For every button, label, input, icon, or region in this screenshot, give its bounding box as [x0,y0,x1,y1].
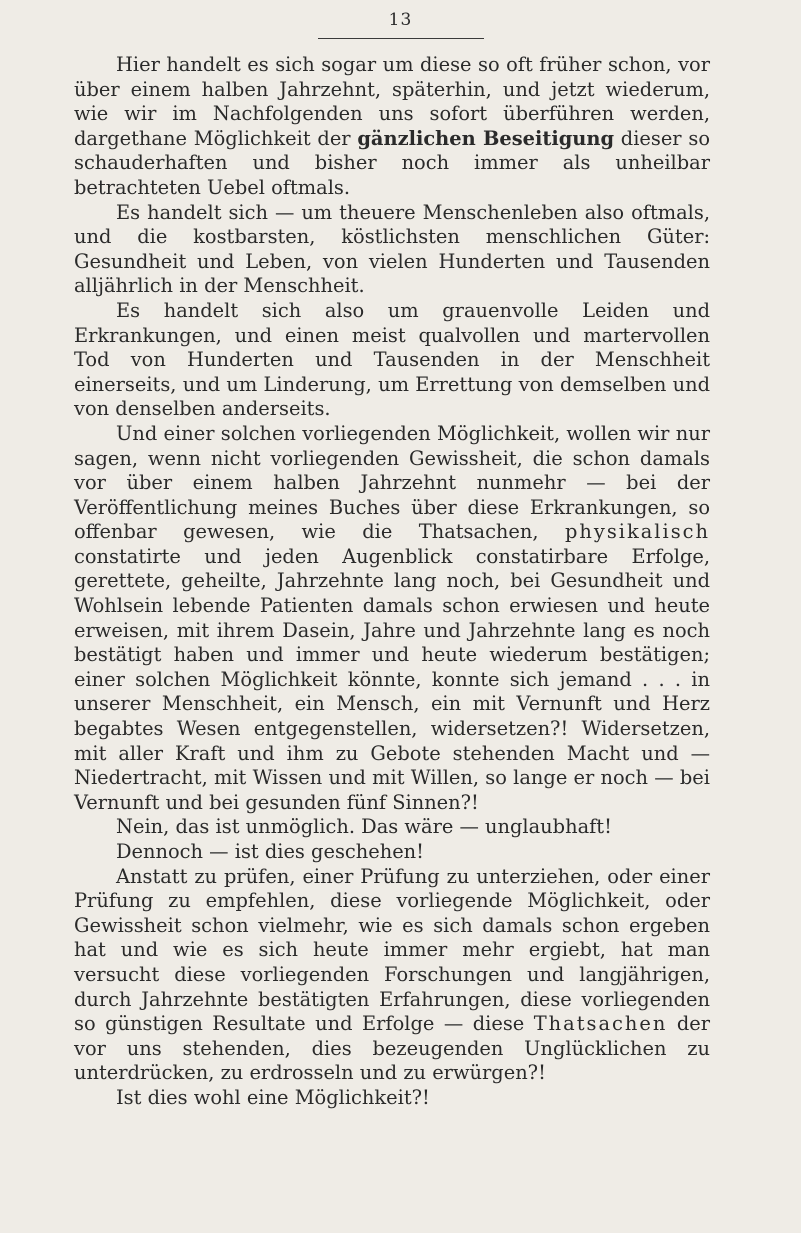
paragraph: Ist dies wohl eine Möglichkeit?! [116,1085,430,1109]
emphasis-spaced: physikalisch [564,520,710,544]
paragraph: Anstatt zu prüfen, einer Prüfung zu unterziehen, oder einer Prüfung zu empfehlen, diese vorliegende Möglichkeit, oder Gewissheit schon vielmehr, wie es sich damals schon ergeben hat und wie es sich heute immer mehr ergiebt, hat man versucht diese vorliegenden Forschungen und langjährigen, durch Jahrzehnte bestätigten Erfahrungen, diese vorliegenden so günstigen Resultate und Erfolge — diese Thatsachen der vor uns stehenden, dies bezeugenden Unglücklichen zu unterdrücken, zu erdrosseln und zu erwürgen?! [74,864,711,1085]
body-text [74,53,710,1111]
paragraph: Und einer solchen vorliegenden Möglichkeit, wollen wir nur sagen, wenn nicht vorliegenden Gewissheit, die schon damals vor über einem halben Jahrzehnt nunmehr — bei der Veröffentlichung meines Buches über diese Erkrankungen, so offenbar gewesen, wie die Thatsachen, physikalisch constatirte und jeden Augenblick constatirbare Erfolge, gerettete, geheilte, Jahrzehnte lang noch, bei Gesundheit und Wohlsein lebende Patienten damals schon erwiesen und heute erweisen, mit ihrem Dasein, Jahre und Jahrzehnte lang es noch bestätigt haben und immer und heute wiederum bestätigen; einer solchen Möglichkeit könnte, konnte sich jemand . . . in unserer Menschheit, ein Mensch, ein mit Vernunft und Herz begabtes Wesen entgegenstellen, widersetzen?! Widersetzen, mit aller Kraft und ihm zu Gebote stehenden Macht und — Niedertracht, mit Wissen und mit Willen, so lange er noch — bei Vernunft und bei gesunden fünf Sinnen?! [74,421,710,814]
emphasis-spaced: Thatsachen [533,1012,668,1036]
page-number: 13 [388,10,413,30]
paragraph: Nein, das ist unmöglich. Das wäre — unglaubhaft! [116,815,612,839]
paragraph: Dennoch — ist dies geschehen! [116,840,424,863]
paragraph: Hier handelt es sich sogar um diese so oft früher schon, vor über einem halben Jahrzehnt, späterhin, und jetzt wiederum, wie wir im Nachfolgenden uns sofort überführen werden, dargethane Möglichkeit der gänzlichen Beseitigung dieser so schauderhaften und bisher noch immer als unheilbar betrachteten Uebel oftmals. [74,53,710,199]
paragraph: Es handelt sich — um theuere Menschenleben also oftmals, und die kostbarsten, köstlichsten menschlichen Güter: Gesundheit und Leben, von vielen Hunderten und Tausenden alljährlich in der Menschheit. [74,200,710,298]
emphasis-bold: gänzlichen Beseitigung [357,126,615,150]
paragraph: Es handelt sich also um grauenvolle Leiden und Erkrankungen, und einen meist qualvollen und martervollen Tod von Hunderten und Tausenden in der Menschheit einerseits, und um Linderung, um Errettung von demselben und von denselben anderseits. [74,298,710,421]
header-rule [318,38,484,39]
